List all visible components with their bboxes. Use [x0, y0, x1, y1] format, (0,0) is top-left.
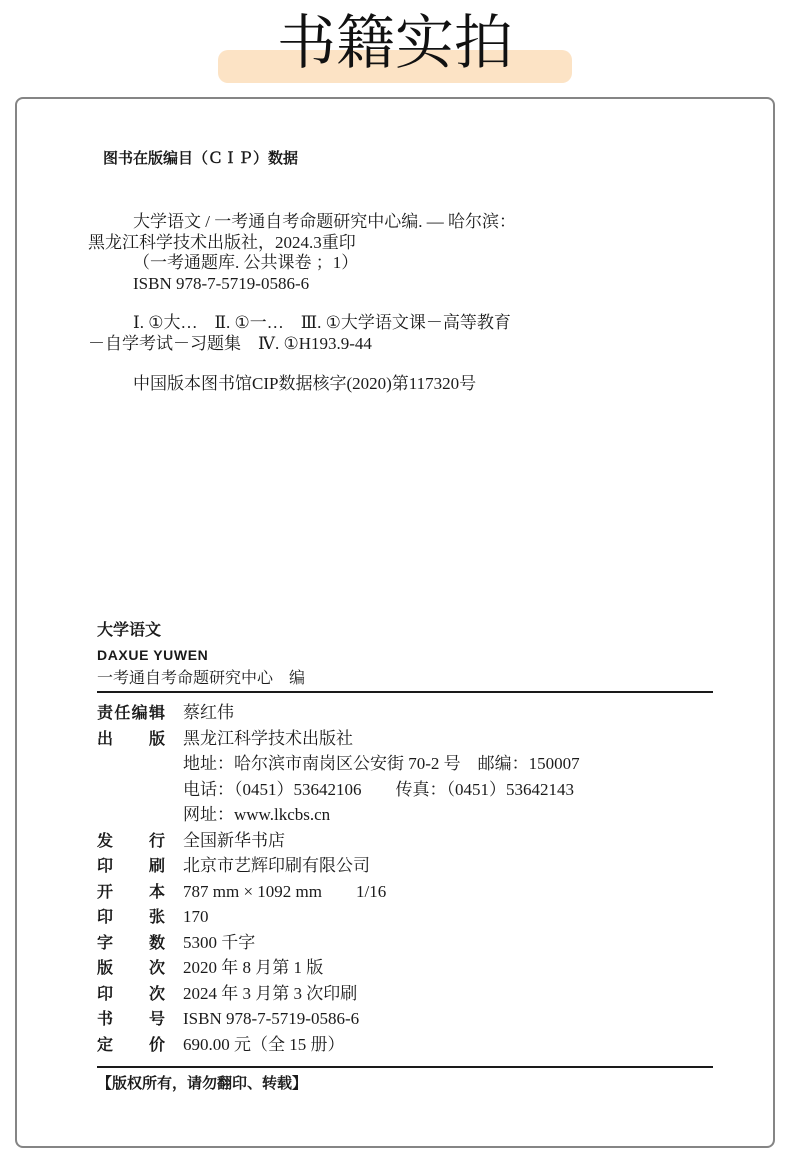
cip-line: 黑龙江科学技术出版社，2024.3重印 — [88, 232, 356, 252]
book-title-pinyin: DAXUE YUWEN — [97, 647, 209, 663]
row-label: 印次 — [97, 983, 165, 1003]
row-value: 690.00 元（全 15 册） — [183, 1034, 345, 1054]
row-label: 字数 — [97, 932, 165, 952]
row-value: 黑龙江科学技术出版社 — [183, 728, 353, 748]
row-price — [97, 1032, 713, 1058]
row-value: 地址：哈尔滨市南岗区公安街 70-2 号 邮编：150007 — [183, 754, 580, 773]
row-value: 网址：www.lkcbs.cn — [183, 805, 331, 824]
page-title: 书籍实拍 — [276, 8, 513, 77]
book-author: 一考通自考命题研究中心 编 — [97, 668, 306, 687]
row-label: 书号 — [97, 1009, 165, 1028]
cip-line: －自学考试－习题集 Ⅳ. ①H193.9-44 — [88, 333, 372, 353]
row-value: 北京市艺辉印刷有限公司 — [183, 856, 370, 875]
row-printer — [97, 853, 713, 879]
cip-line: 大学语文 / 一考通自考命题研究中心编. — 哈尔滨： — [133, 212, 516, 231]
row-label: 发行 — [97, 830, 165, 850]
row-label: 出版 — [97, 728, 165, 748]
row-label: 定价 — [97, 1034, 165, 1054]
row-value: 蔡红伟 — [183, 703, 234, 722]
row-value: 170 — [183, 907, 209, 926]
cip-catalog-entry — [88, 212, 728, 294]
row-label: 责任编辑 — [97, 703, 165, 722]
cip-approval — [88, 374, 728, 395]
row-value: ISBN 978-7-5719-0586-6 — [183, 1009, 360, 1028]
row-value: 2020 年 8 月第 1 版 — [183, 958, 324, 977]
row-value: 787 mm × 1092 mm 1/16 — [183, 881, 387, 901]
divider-top — [97, 691, 713, 693]
row-label: 印张 — [97, 907, 165, 926]
copyright-notice: 【版权所有，请勿翻印、转载】 — [97, 1074, 308, 1092]
divider-bottom — [97, 1066, 713, 1068]
row-value: 5300 千字 — [183, 932, 256, 952]
cip-line: （一考通题库. 公共课卷 ；1） — [133, 253, 359, 272]
row-label: 版次 — [97, 958, 165, 977]
row-value: 2024 年 3 月第 3 次印刷 — [183, 983, 358, 1003]
cip-classification — [88, 313, 728, 354]
row-website — [97, 802, 713, 828]
row-label: 开本 — [97, 881, 165, 901]
cip-line: 中国版本图书馆CIP数据核字(2020)第117320号 — [133, 374, 477, 393]
row-address — [97, 751, 713, 777]
row-sheets — [97, 904, 713, 930]
row-publisher — [97, 726, 713, 752]
row-phone — [97, 777, 713, 803]
row-value: 电话：（0451）53642106 传真：（0451）53642143 — [183, 779, 574, 799]
row-format — [97, 879, 713, 905]
row-edition — [97, 955, 713, 981]
row-impression — [97, 981, 713, 1007]
cip-line: Ⅰ. ①大… Ⅱ. ①一… Ⅲ. ①大学语文课－高等教育 — [133, 313, 511, 332]
row-distributor — [97, 828, 713, 854]
imprint-table — [97, 700, 713, 1057]
cip-line: ISBN 978-7-5719-0586-6 — [133, 273, 310, 293]
row-label: 印刷 — [97, 856, 165, 875]
row-word-count — [97, 930, 713, 956]
row-editor — [97, 700, 713, 726]
row-value: 全国新华书店 — [183, 830, 285, 850]
cip-heading: 图书在版编目（ＣＩＰ）数据 — [103, 149, 299, 167]
book-title: 大学语文 — [97, 620, 162, 639]
row-isbn — [97, 1006, 713, 1032]
